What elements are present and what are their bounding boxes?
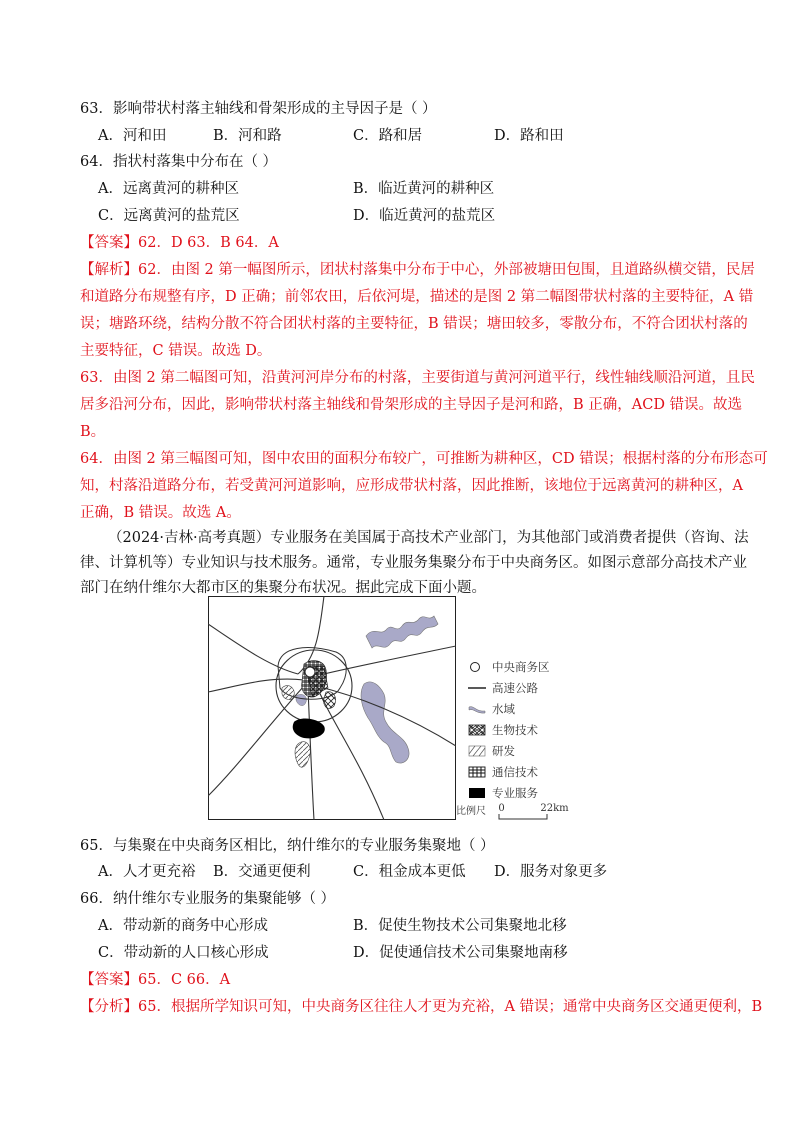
water-legend-icon xyxy=(468,703,486,715)
scale-bar xyxy=(456,802,569,818)
intro-line-2: 律、计算机等）专业知识与技术服务。通常，专业服务集聚分布于中央商务区。如图示意部分高技术产业 xyxy=(80,555,747,571)
q63-option-d: D．路和田 xyxy=(494,128,564,144)
research-cluster xyxy=(282,686,294,700)
legend-water xyxy=(468,698,608,719)
answer-62-64: 【答案】62．D 63．B 64．A xyxy=(80,235,279,251)
analysis-line-7: B。 xyxy=(80,424,106,440)
analysis-line-4: 主要特征，C 错误。故选 D。 xyxy=(80,343,272,359)
q65-option-b: B．交通更便利 xyxy=(213,864,311,880)
highway-legend-icon xyxy=(468,682,486,694)
q63-option-a: A．河和田 xyxy=(98,128,167,144)
analysis-line-10: 正确，B 错误。故选 A。 xyxy=(80,505,241,521)
biotech-legend-icon xyxy=(468,724,486,736)
analysis-line-2: 和道路分布规整有序，D 正确；前邻农田，后依河堤，描述的是图 2 第二幅图带状村落的主要特征，A 错 xyxy=(80,289,754,305)
q66-option-a: A．带动新的商务中心形成 xyxy=(98,918,268,934)
analysis-line-5: 63．由图 2 第二幅图可知，沿黄河河岸分布的村落，主要街道与黄河河道平行，线性轴线顺沿河道，且民 xyxy=(80,370,755,386)
legend-telecom xyxy=(468,761,608,782)
legend-biotech xyxy=(468,719,608,740)
q65-option-a: A．人才更充裕 xyxy=(98,864,196,880)
q64-option-d: D．临近黄河的盐荒区 xyxy=(353,208,496,224)
question-65-stem: 65．与集聚在中央商务区相比，纳什维尔的专业服务集聚地（ ） xyxy=(80,838,495,854)
legend-research xyxy=(468,740,608,761)
cbd-legend-icon xyxy=(468,661,486,673)
cbd-marker xyxy=(305,667,315,677)
scale-distance: 22km xyxy=(540,802,569,814)
question-66-stem: 66．纳什维尔专业服务的集聚能够（ ） xyxy=(80,891,336,907)
question-64-stem: 64．指状村落集中分布在（ ） xyxy=(80,154,278,170)
answer-65-66: 【答案】65．C 66．A xyxy=(80,972,231,988)
legend-label-cbd: 中央商务区 xyxy=(492,659,550,674)
telecom-legend-icon xyxy=(468,766,486,778)
professional-legend-icon xyxy=(468,787,486,799)
q66-option-d: D．促使通信技术公司集聚地南移 xyxy=(353,945,568,961)
analysis-65-line-1: 【分析】65．根据所学知识可知，中央商务区往往人才更为充裕，A 错误；通常中央商务区交通更便利，B xyxy=(80,999,763,1015)
q66-option-c: C．带动新的人口核心形成 xyxy=(98,945,269,961)
legend-highway xyxy=(468,677,608,698)
legend-cbd xyxy=(468,656,608,677)
legend-label-highway: 高速公路 xyxy=(492,680,538,695)
scale-bar-line xyxy=(498,814,548,820)
analysis-line-9: 知，村落沿道路分布，若受黄河河道影响，应形成带状村落，因此推断，该地位于远离黄河的耕种区，A xyxy=(80,478,743,494)
q63-option-b: B．河和路 xyxy=(213,128,282,144)
research-legend-icon xyxy=(468,745,486,757)
nashville-map xyxy=(208,596,456,820)
scale-label: 比例尺 xyxy=(456,806,486,817)
q65-option-d: D．服务对象更多 xyxy=(494,864,608,880)
q65-option-c: C．租金成本更低 xyxy=(353,864,466,880)
analysis-line-1: 【解析】62．由图 2 第一幅图所示，团状村落集中分布于中心，外部被塘田包围，且道路纵横交错，民居 xyxy=(80,262,755,278)
question-63-stem: 63．影响带状村落主轴线和骨架形成的主导因子是（ ） xyxy=(80,101,437,117)
analysis-line-3: 误；塘路环绕，结构分散不符合团状村落的主要特征，B 错误；塘田较多，零散分布，不符合团状村落的 xyxy=(80,316,748,332)
intro-line-1: （2024·吉林·高考真题）专业服务在美国属于高技术产业部门，为其他部门或消费者提供（咨询、法 xyxy=(108,530,749,546)
q66-option-b: B．促使生物技术公司集聚地北移 xyxy=(353,918,567,934)
legend-label-water: 水域 xyxy=(492,701,515,716)
legend-label-professional: 专业服务 xyxy=(492,785,538,800)
intro-line-3: 部门在纳什维尔大都市区的集聚分布状况。据此完成下面小题。 xyxy=(80,580,486,596)
legend-professional xyxy=(468,782,608,803)
analysis-line-6: 居多沿河分布，因此，影响带状村落主轴线和骨架形成的主导因子是河和路，B 正确，ACD 错误。故选 xyxy=(80,397,743,413)
scale-zero: 0 xyxy=(498,802,505,814)
q64-option-c: C．远离黄河的盐荒区 xyxy=(98,208,240,224)
q63-option-c: C．路和居 xyxy=(353,128,423,144)
q64-option-a: A．远离黄河的耕种区 xyxy=(98,181,239,197)
map-legend xyxy=(468,656,608,803)
legend-label-telecom: 通信技术 xyxy=(492,764,538,779)
q64-option-b: B．临近黄河的耕种区 xyxy=(353,181,495,197)
analysis-line-8: 64．由图 2 第三幅图可知，图中农田的面积分布较广，可推断为耕种区，CD 错误；根据村落的分布形态可 xyxy=(80,451,768,467)
legend-label-biotech: 生物技术 xyxy=(492,722,538,737)
legend-label-research: 研发 xyxy=(492,743,515,758)
